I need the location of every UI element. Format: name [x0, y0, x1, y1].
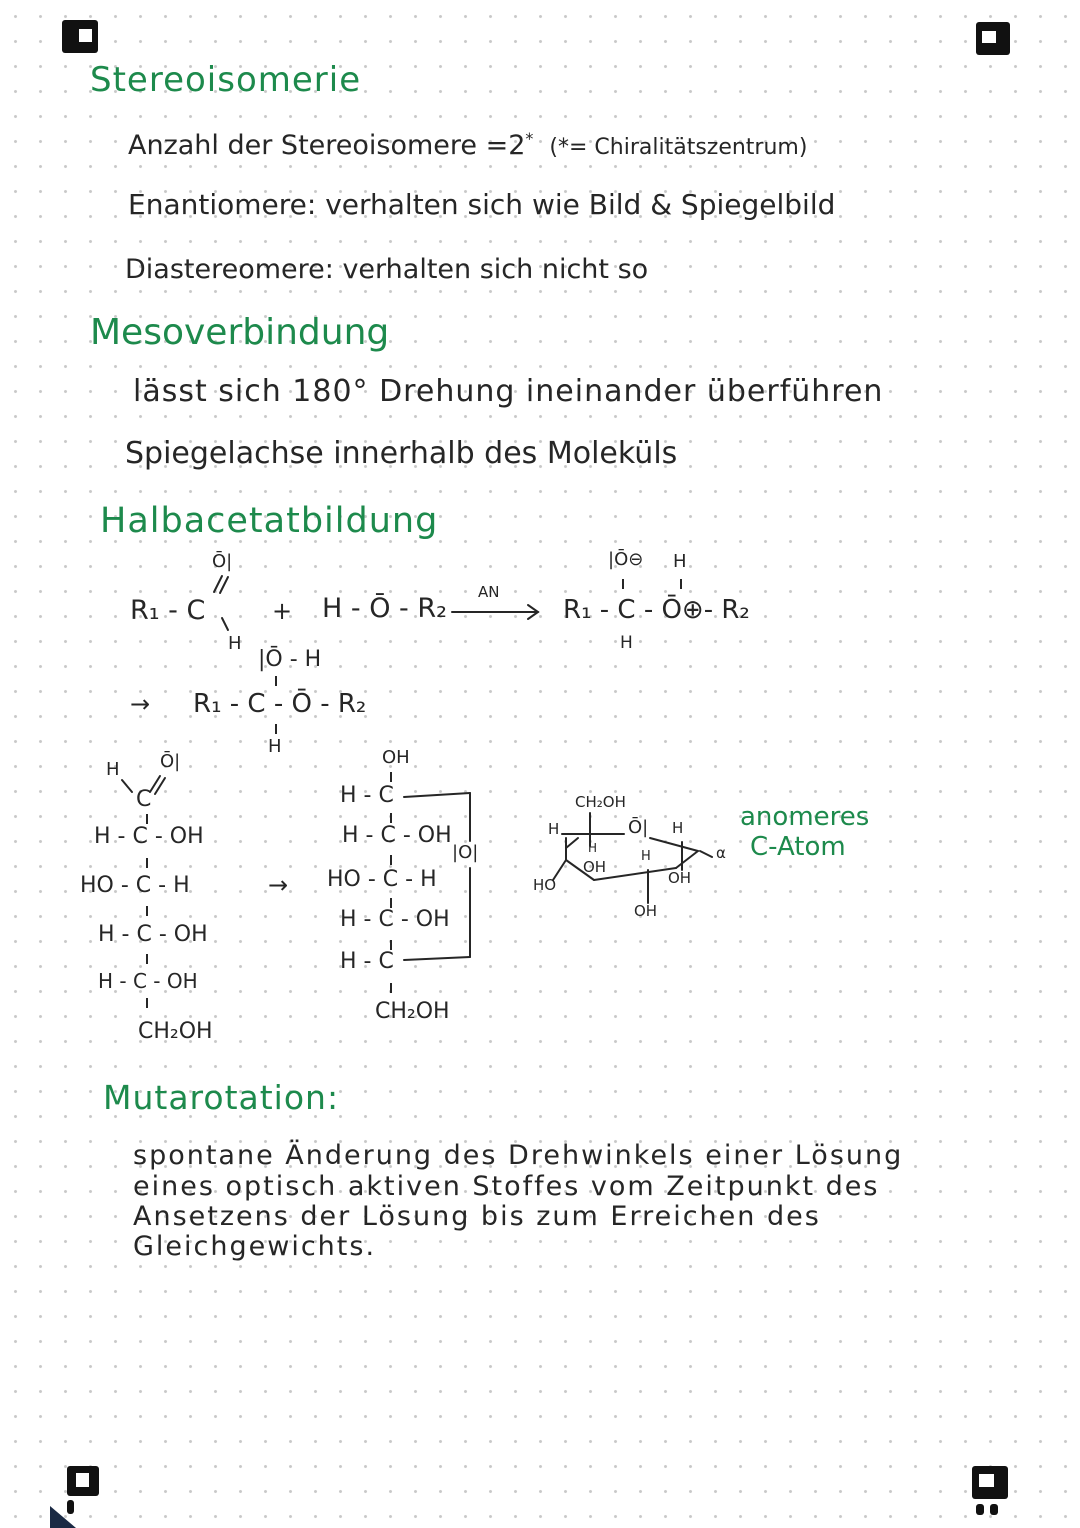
open-chain-h-bond — [122, 780, 132, 792]
heading-mesoverbindung: Mesoverbindung — [90, 312, 390, 353]
cyclic-row: H - C - OH — [340, 907, 450, 932]
cyclic-ch2oh: CH₂OH — [375, 999, 450, 1024]
haworth-ring-edge — [676, 851, 698, 868]
aldehyde-hydrogen-bond — [222, 618, 228, 630]
open-chain-row: HO - C - H — [80, 873, 190, 898]
hemiacetal-arrow: → — [130, 690, 151, 718]
mutarotation-text-line: spontane Änderung des Drehwinkels einer Lösung — [133, 1140, 904, 1171]
open-chain-aldehyde-o: Ō| — [160, 751, 181, 772]
product-oxygen-hydrogen: H — [673, 551, 687, 572]
hemiacetal-hydrogen: H — [268, 736, 282, 757]
heading-mutarotation: Mutarotation: — [103, 1078, 340, 1117]
haworth-h: H — [588, 841, 598, 855]
haworth-oh: OH — [583, 858, 607, 876]
haworth-oh: OH — [634, 902, 658, 920]
alcohol-formula: H - Ō - R₂ — [322, 593, 447, 624]
hemiacetal-hydroxy: |Ō - H — [258, 647, 322, 672]
open-chain-row: H - C - OH — [98, 922, 208, 947]
haworth-h: H — [672, 819, 684, 837]
diastereomere-definition: Diastereomere: verhalten sich nicht so — [125, 254, 649, 285]
cyclic-c5: H - C — [340, 949, 394, 974]
haworth-ring-oxygen: Ō| — [628, 817, 649, 838]
haworth-ring-edge — [566, 860, 594, 880]
ring-bracket-bottom — [404, 957, 470, 960]
heading-halbacetatbildung: Halbacetatbildung — [100, 501, 439, 541]
meso-line-rotation: lässt sich 180° Drehung ineinander überführen — [133, 374, 884, 409]
open-chain-row: H - C - OH — [98, 969, 198, 993]
cyclization-arrow: → — [268, 871, 289, 899]
intermediate-hydrogen: H — [620, 633, 633, 653]
aldehyde-formula: R₁ - C — [130, 595, 206, 626]
haworth-h: H — [641, 849, 651, 864]
enantiomere-definition: Enantiomere: verhalten sich wie Bild & Spiegelbild — [128, 188, 836, 221]
stereoisomer-count-label: Anzahl der Stereoisomere =2 — [128, 130, 526, 161]
intermediate-formula: R₁ - C - Ō⊕- R₂ — [563, 595, 750, 625]
haworth-substituent-bond — [553, 860, 566, 880]
haworth-h: H — [548, 820, 560, 838]
haworth-ho: HO — [533, 876, 557, 894]
haworth-ch2oh: CH₂OH — [575, 793, 626, 811]
plus-sign: + — [272, 597, 293, 625]
haworth-substituent-bond — [700, 851, 712, 857]
anomer-label-line1: anomeres — [740, 802, 870, 832]
haworth-ring-edge — [594, 868, 676, 880]
aldehyde-hydrogen: H — [228, 633, 242, 654]
haworth-oh: OH — [668, 869, 692, 887]
haworth-alpha: α — [716, 844, 726, 862]
aldehyde-oxygen: Ō| — [212, 551, 233, 572]
meso-line-mirror-axis: Spiegelachse innerhalb des Moleküls — [125, 436, 678, 471]
open-chain-c1: C — [136, 787, 152, 812]
heading-stereoisomerie: Stereoisomerie — [90, 60, 362, 100]
product-oxygen: |Ō⊖ — [608, 549, 644, 570]
mutarotation-text-line: Ansetzens der Lösung bis zum Erreichen des — [133, 1201, 821, 1232]
cyclic-row: H - C - OH — [342, 823, 452, 848]
open-chain-aldehyde-h: H — [106, 759, 120, 780]
cyclic-ring-oxygen: |O| — [452, 842, 479, 863]
cyclic-c1: H - C — [340, 783, 394, 808]
stereoisomer-count-exponent: * — [525, 129, 534, 148]
ring-bracket-top — [404, 793, 470, 797]
anomer-label-line2: C-Atom — [750, 832, 846, 862]
mutarotation-text-line: Gleichgewichts. — [133, 1231, 377, 1262]
hemiacetal-formula: R₁ - C - Ō - R₂ — [193, 689, 367, 719]
stereoisomer-count-note: (*= Chiralitätszentrum) — [549, 135, 808, 160]
open-chain-row: H - C - OH — [94, 824, 204, 849]
open-chain-ch2oh: CH₂OH — [138, 1019, 213, 1044]
cyclic-c1-oh: OH — [382, 747, 410, 768]
haworth-substituent-bond — [566, 838, 578, 848]
haworth-ring-edge — [650, 838, 698, 851]
mutarotation-text-line: eines optisch aktiven Stoffes vom Zeitpunkt des — [133, 1171, 880, 1202]
reaction-arrow-label: AN — [478, 583, 500, 601]
cyclic-row: HO - C - H — [327, 867, 437, 892]
